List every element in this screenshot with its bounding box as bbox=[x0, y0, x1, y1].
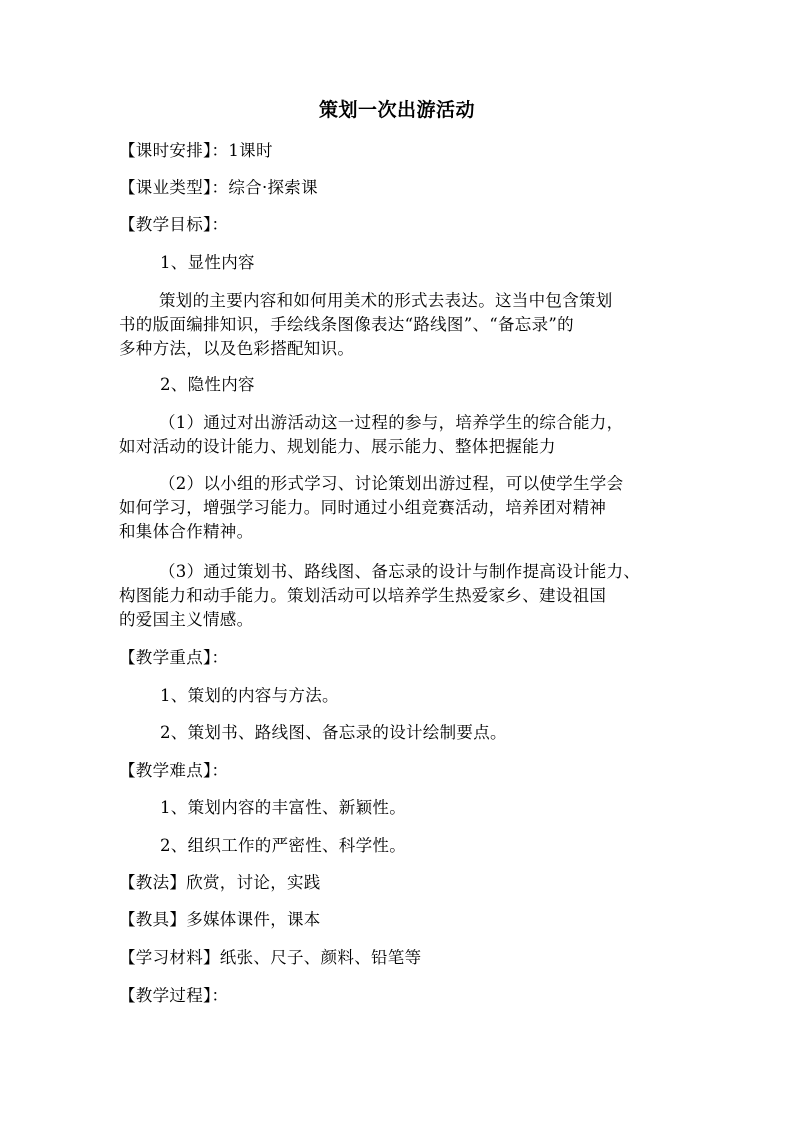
key-points-heading: 【教学重点】： bbox=[119, 648, 229, 667]
teaching-method: 【教法】欣赏，讨论，实践 bbox=[119, 873, 321, 892]
implicit-item-3 bbox=[119, 560, 689, 632]
learning-materials: 【学习材料】纸张、尺子、颜料、铅笔等 bbox=[119, 948, 422, 967]
implicit-content-heading: 2、隐性内容 bbox=[160, 375, 255, 394]
implicit-item-1 bbox=[119, 411, 689, 459]
paragraph-line: 如何学习，增强学习能力。同时通过小组竞赛活动，培养团对精神 bbox=[119, 498, 607, 517]
paragraph-line: （3）通过策划书、路线图、备忘录的设计与制作提高设计能力、 bbox=[159, 562, 641, 581]
teaching-tools: 【教具】多媒体课件，课本 bbox=[119, 910, 321, 929]
explicit-content-heading: 1、显性内容 bbox=[160, 253, 255, 272]
teaching-process-heading: 【教学过程】： bbox=[119, 986, 229, 1005]
paragraph-line: （2）以小组的形式学习、讨论策划出游过程，可以使学生学会 bbox=[159, 474, 624, 493]
implicit-item-2 bbox=[119, 472, 689, 544]
paragraph-line: 书的版面编排知识，手绘线条图像表达“路线图”、“备忘录”的 bbox=[119, 315, 574, 334]
course-type: 【课业类型】：综合·探索课 bbox=[119, 178, 318, 197]
key-point-2: 2、策划书、路线图、备忘录的设计绘制要点。 bbox=[160, 723, 507, 742]
paragraph-line: 如对活动的设计能力、规划能力、展示能力、整体把握能力 bbox=[119, 437, 556, 456]
explicit-content-paragraph bbox=[119, 289, 689, 361]
paragraph-line: （1）通过对出游活动这一过程的参与，培养学生的综合能力， bbox=[159, 413, 624, 432]
document-title: 策划一次出游活动 bbox=[318, 99, 475, 121]
paragraph-line: 策划的主要内容和如何用美术的形式去表达。这当中包含策划 bbox=[159, 291, 613, 310]
paragraph-line: 构图能力和动手能力。策划活动可以培养学生热爱家乡、建设祖国 bbox=[119, 586, 607, 605]
paragraph-line: 多种方法，以及色彩搭配知识。 bbox=[119, 339, 355, 358]
teaching-goal-heading: 【教学目标】： bbox=[119, 215, 229, 234]
paragraph-line: 和集体合作精神。 bbox=[119, 522, 254, 541]
class-schedule: 【课时安排】：1课时 bbox=[119, 141, 273, 160]
paragraph-line: 的爱国主义情感。 bbox=[119, 610, 254, 629]
difficult-points-heading: 【教学难点】： bbox=[119, 761, 229, 780]
key-point-1: 1、策划的内容与方法。 bbox=[160, 686, 339, 705]
difficult-point-1: 1、策划内容的丰富性、新颖性。 bbox=[160, 798, 406, 817]
difficult-point-2: 2、组织工作的严密性、科学性。 bbox=[160, 836, 406, 855]
